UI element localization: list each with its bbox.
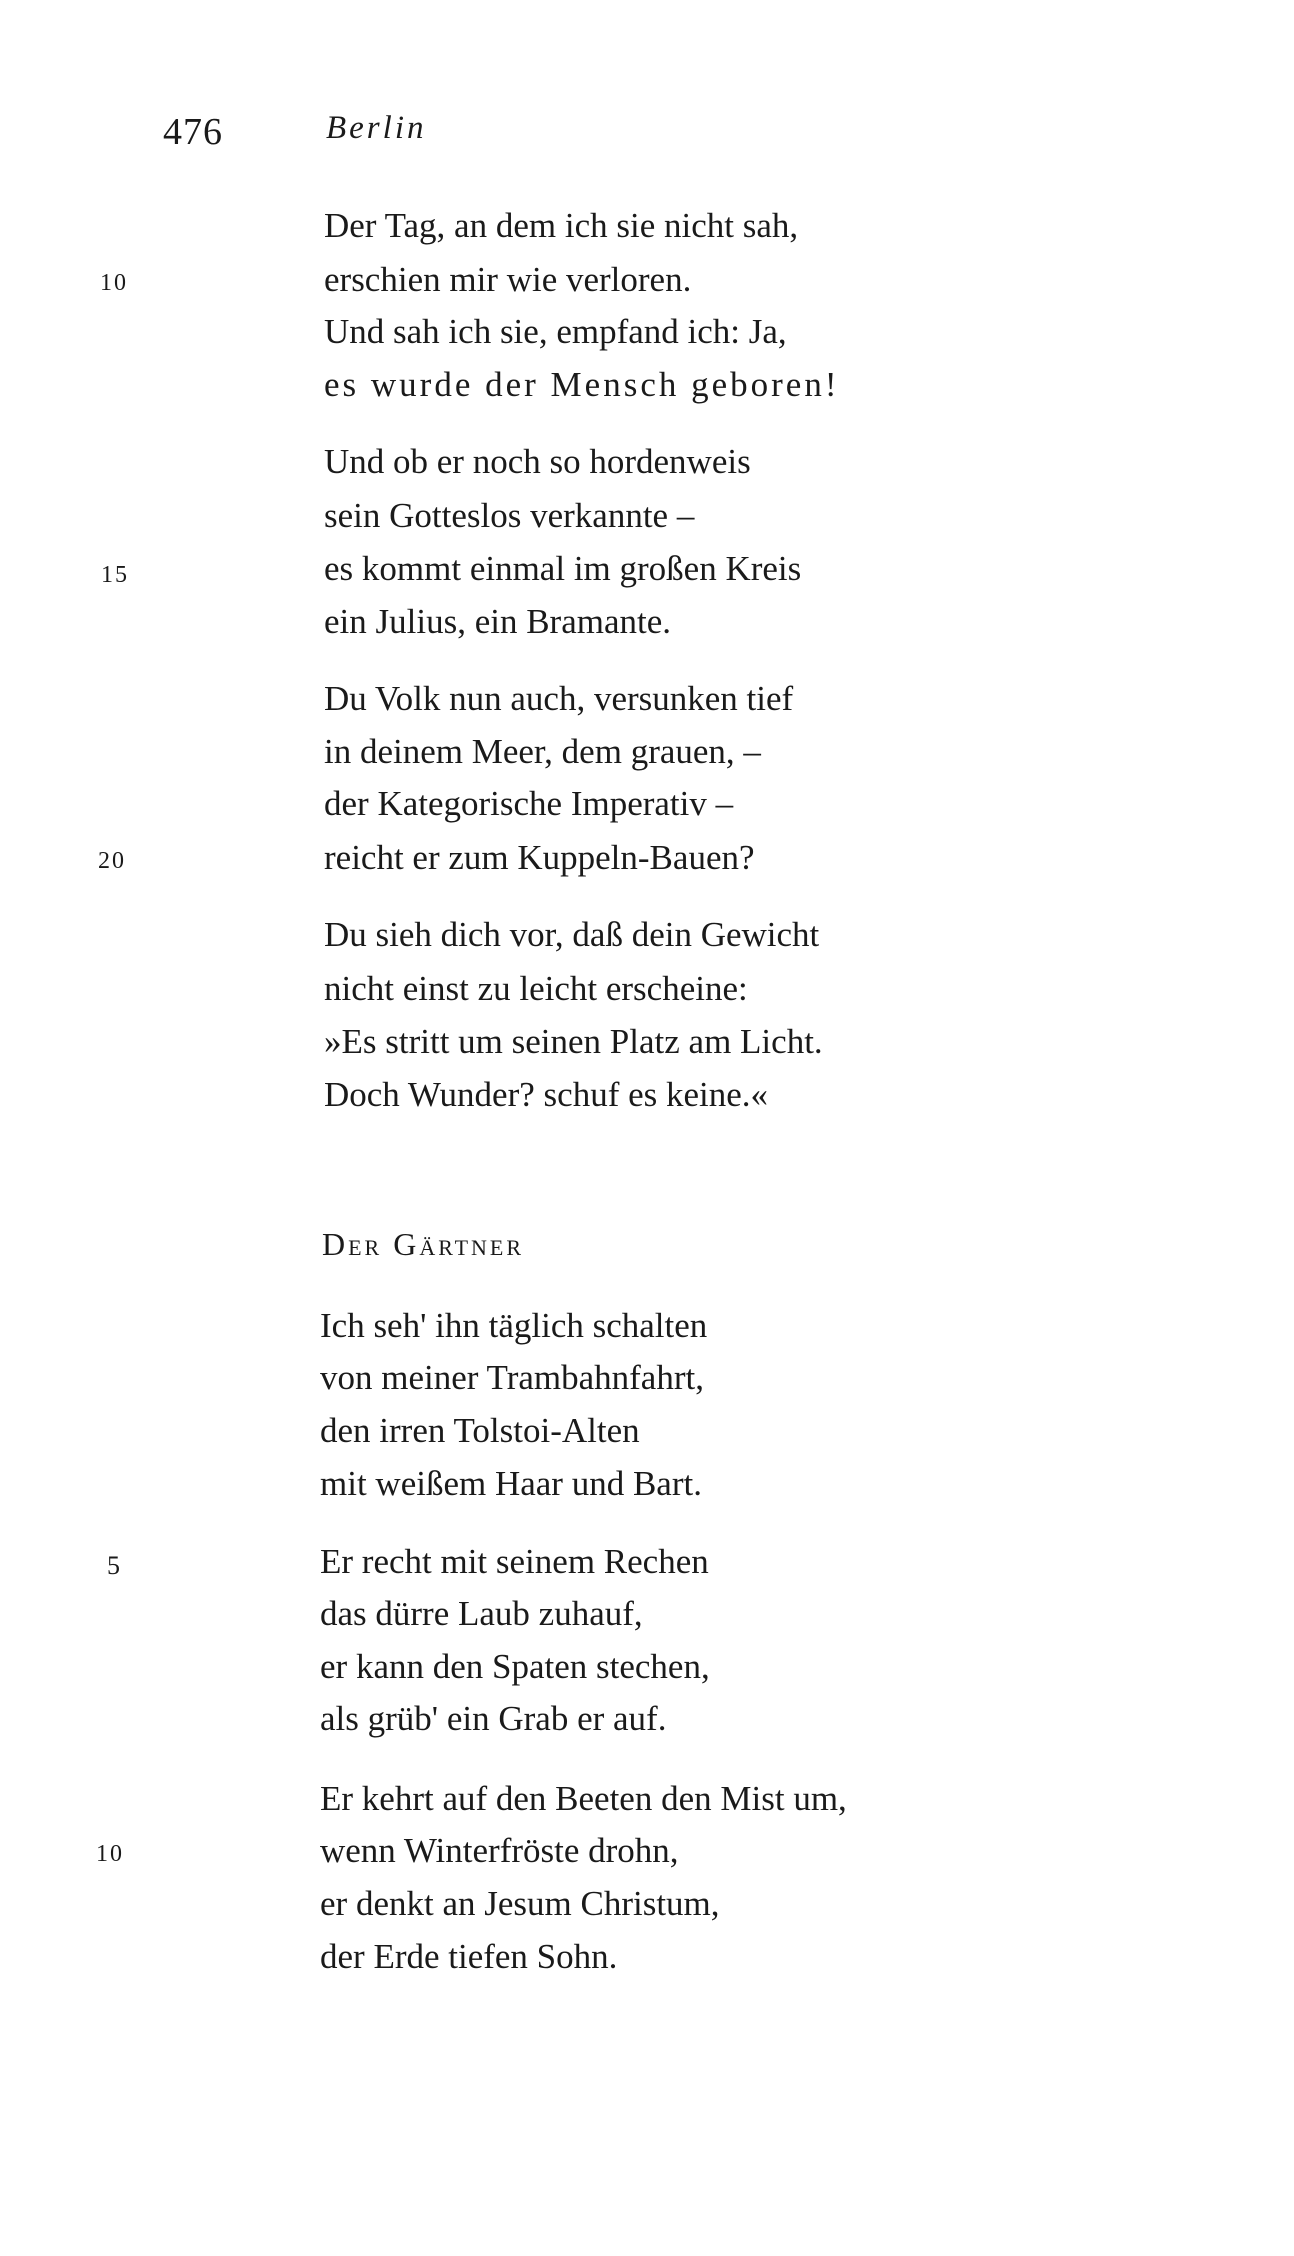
- verse-line: Der Tag, an dem ich sie nicht sah,: [324, 206, 799, 245]
- line-number: 5: [107, 1551, 122, 1580]
- verse-line: als grüb' ein Grab er auf.: [320, 1699, 667, 1738]
- page-header: [0, 110, 1294, 170]
- verse-line: Er kehrt auf den Beeten den Mist um,: [320, 1779, 847, 1818]
- line-number: 10: [100, 270, 128, 296]
- verse-line: der Erde tiefen Sohn.: [320, 1937, 618, 1976]
- verse-line: sein Gotteslos verkannte –: [324, 496, 695, 535]
- poem-title: Der Gärtner: [322, 1226, 525, 1262]
- verse-line: ein Julius, ein Bramante.: [324, 602, 672, 641]
- line-number: 15: [101, 562, 129, 588]
- verse-line: Doch Wunder? schuf es keine.«: [324, 1075, 769, 1114]
- verse-line: »Es stritt um seinen Platz am Licht.: [324, 1022, 823, 1061]
- verse-line: es wurde der Mensch geboren!: [324, 365, 840, 404]
- line-number: 20: [98, 848, 126, 874]
- verse-line: mit weißem Haar und Bart.: [320, 1464, 702, 1503]
- line-number: 10: [96, 1841, 124, 1867]
- verse-line: erschien mir wie verloren.: [324, 260, 692, 299]
- verse-line: den irren Tolstoi-Alten: [320, 1411, 640, 1450]
- verse-line: in deinem Meer, dem grauen, –: [324, 732, 761, 771]
- verse-line: Ich seh' ihn täglich schalten: [320, 1306, 708, 1345]
- verse-line: Du sieh dich vor, daß dein Gewicht: [324, 915, 820, 954]
- verse-line: Und ob er noch so hordenweis: [324, 442, 751, 481]
- verse-line: das dürre Laub zuhauf,: [320, 1594, 643, 1633]
- verse-line: nicht einst zu leicht erscheine:: [324, 969, 748, 1008]
- verse-line: von meiner Trambahnfahrt,: [320, 1358, 704, 1397]
- verse-line: es kommt einmal im großen Kreis: [324, 549, 802, 588]
- verse-line: er kann den Spaten stechen,: [320, 1647, 710, 1686]
- verse-line: Du Volk nun auch, versunken tief: [324, 679, 794, 718]
- verse-line: reicht er zum Kuppeln-Bauen?: [324, 838, 755, 877]
- verse-line: der Kategorische Imperativ –: [324, 784, 734, 823]
- verse-line: Und sah ich sie, empfand ich: Ja,: [324, 312, 787, 351]
- verse-line: wenn Winterfröste drohn,: [320, 1831, 679, 1870]
- verse-line: Er recht mit seinem Rechen: [320, 1542, 709, 1581]
- running-head: Berlin: [326, 110, 427, 146]
- page-number: 476: [163, 111, 223, 153]
- verse-line: er denkt an Jesum Christum,: [320, 1884, 720, 1923]
